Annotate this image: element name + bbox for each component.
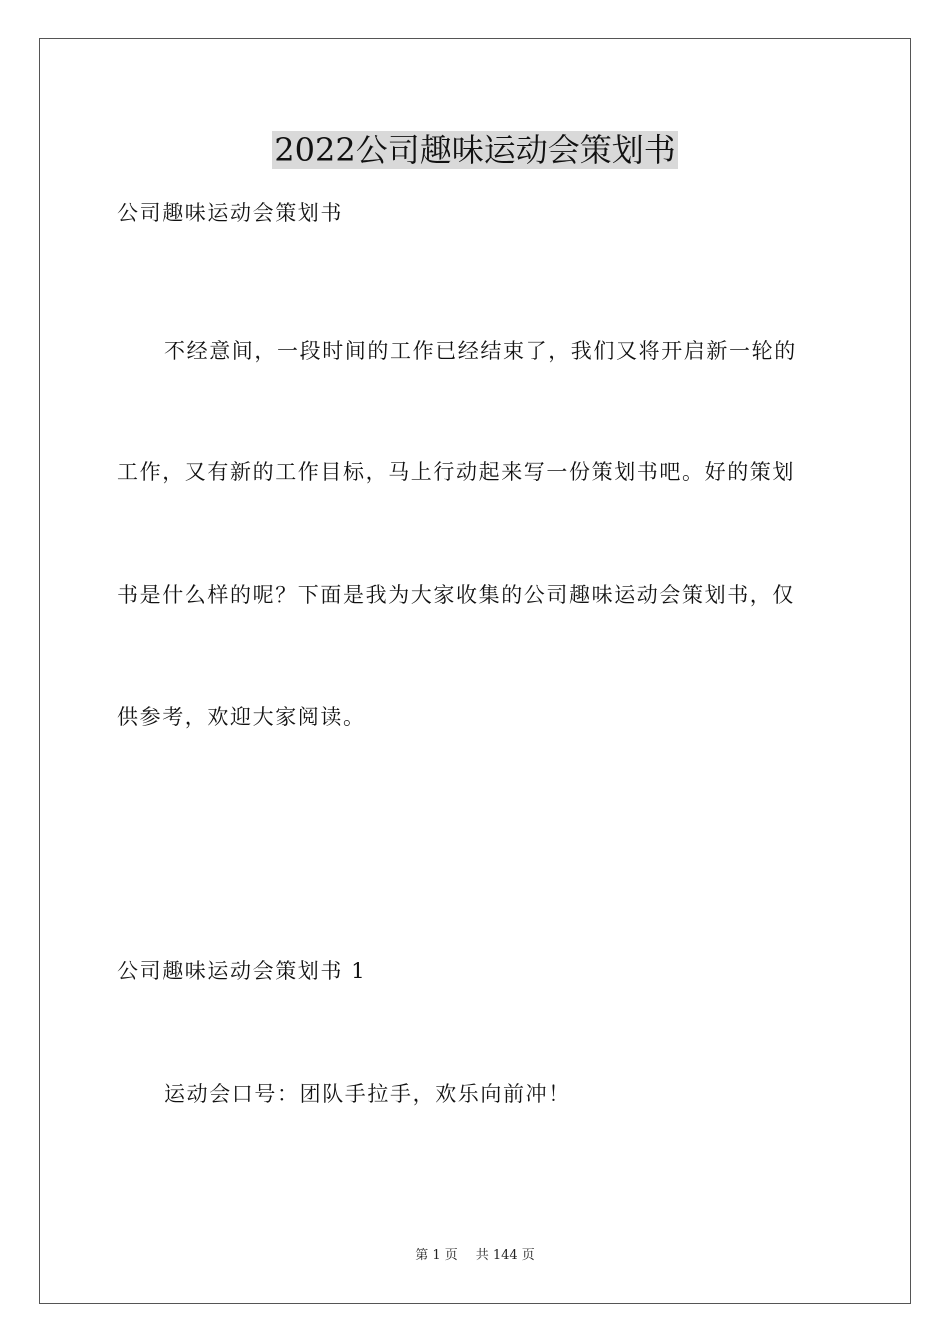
slogan-line: 运动会口号：团队手拉手，欢乐向前冲！ xyxy=(164,1082,571,1106)
page-number: 第 1 页 xyxy=(415,1248,458,1263)
document-title-text: 2022公司趣味运动会策划书 xyxy=(274,131,676,169)
paragraph-line-4: 供参考，欢迎大家阅读。 xyxy=(117,705,366,729)
document-title xyxy=(0,128,950,172)
page-footer xyxy=(0,1247,950,1265)
document-subtitle: 公司趣味运动会策划书 xyxy=(117,201,343,225)
page-total: 共 144 页 xyxy=(475,1248,535,1263)
paragraph-line-3: 书是什么样的呢？下面是我为大家收集的公司趣味运动会策划书，仅 xyxy=(117,583,795,607)
paragraph-line-2: 工作，又有新的工作目标，马上行动起来写一份策划书吧。好的策划 xyxy=(117,460,795,484)
paragraph-line-1: 不经意间，一段时间的工作已经结束了，我们又将开启新一轮的 xyxy=(164,339,797,363)
section-heading: 公司趣味运动会策划书 1 xyxy=(117,959,367,983)
